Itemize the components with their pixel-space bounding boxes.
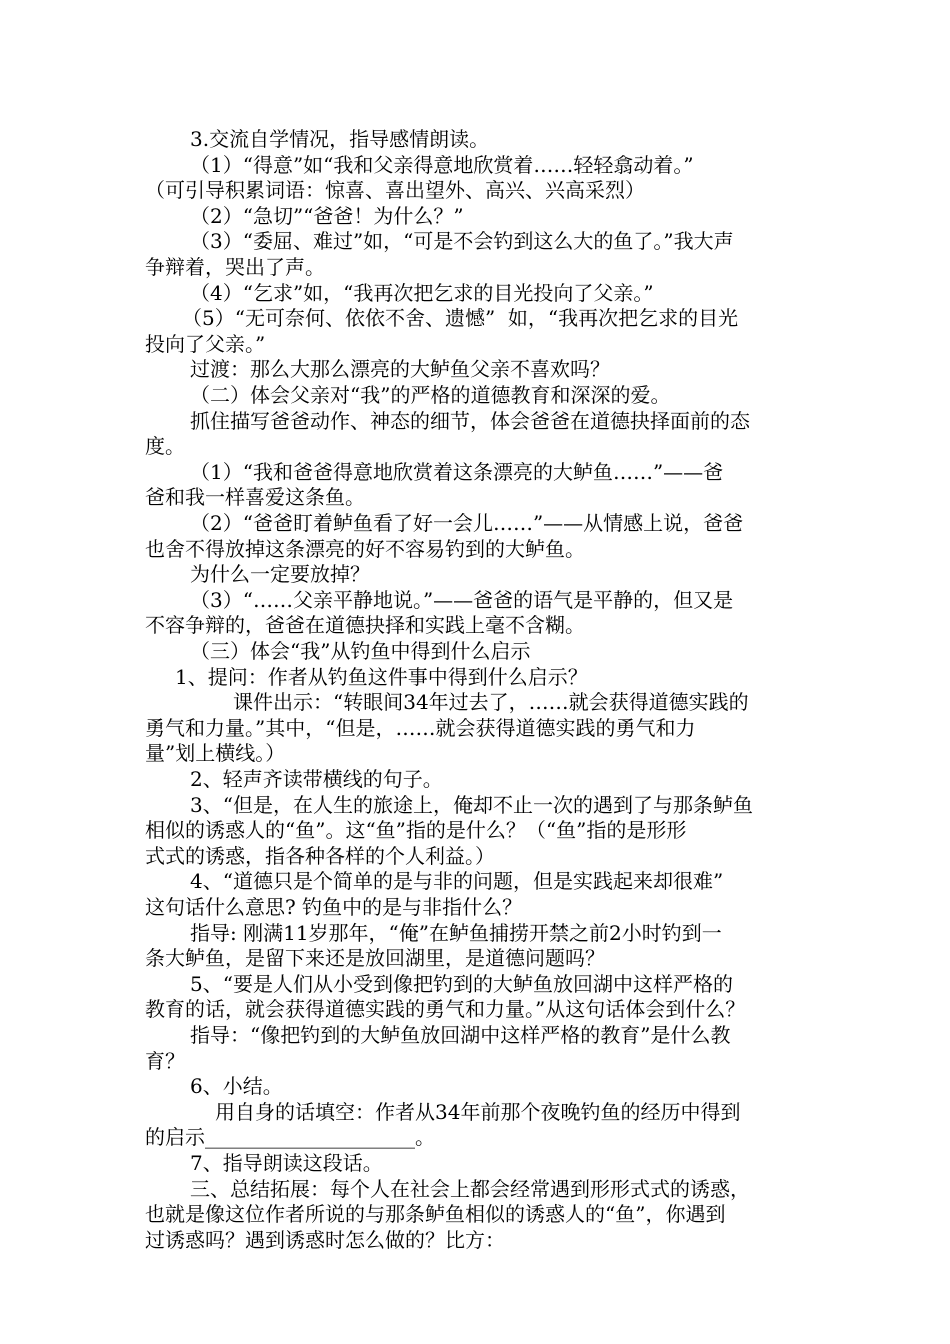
text-line: 指导：“像把钓到的大鲈鱼放回湖中这样严格的教育”是什么教	[190, 1023, 731, 1047]
text-line: 爸和我一样喜爱这条鱼。	[145, 485, 365, 509]
text-line: 为什么一定要放掉？	[190, 562, 370, 586]
text-line: 度。	[145, 434, 185, 458]
text-line: 量”划上横线。）	[145, 741, 286, 765]
text-line: 3.交流自学情况，指导感情朗读。	[190, 127, 490, 151]
text-line: 勇气和力量。”其中，“但是，……就会获得道德实践的勇气和力	[145, 716, 696, 740]
text-line: （2）“急切”“爸爸！为什么？”	[190, 204, 464, 228]
text-line: 课件出示：“转眼间34年过去了，……就会获得道德实践的	[233, 690, 749, 714]
text-line: 2、轻声齐读带横线的句子。	[190, 767, 443, 791]
text-line: 也舍不得放掉这条漂亮的好不容易钓到的大鲈鱼。	[145, 537, 585, 561]
text-line: （2）“爸爸盯着鲈鱼看了好一会儿……”——从情感上说，爸爸	[190, 511, 744, 535]
text-line: 用自身的话填空：作者从34年前那个夜晚钓鱼的经历中得到	[215, 1100, 741, 1124]
text-line: 6、小结。	[190, 1074, 283, 1098]
text-line: （3）“……父亲平静地说。”——爸爸的语气是平静的，但又是	[190, 588, 734, 612]
text-line: （3）“委屈、难过”如，“可是不会钓到这么大的鱼了。”我大声	[190, 229, 734, 253]
text-line: （1）“得意”如“我和父亲得意地欣赏着……轻轻翕动着。”	[190, 153, 694, 177]
text-line: （可引导积累词语：惊喜、喜出望外、高兴、兴高采烈）	[145, 178, 645, 202]
text-line: 不容争辩的，爸爸在道德抉择和实践上毫不含糊。	[145, 613, 585, 637]
text-line: （5）“无可奈何、依依不舍、遗憾” 如，“我再次把乞求的目光	[182, 306, 739, 330]
text-line: 投向了父亲。”	[145, 332, 266, 356]
text-line: 式式的诱惑，指各种各样的个人利益。）	[145, 844, 495, 868]
text-line: 过渡：那么大那么漂亮的大鲈鱼父亲不喜欢吗？	[190, 357, 610, 381]
text-line: 抓住描写爸爸动作、神态的细节，体会爸爸在道德抉择面前的态	[190, 409, 750, 433]
text-line: （4）“乞求”如，“我再次把乞求的目光投向了父亲。”	[190, 281, 654, 305]
text-line: 相似的诱惑人的“鱼”。这“鱼”指的是什么？（“鱼”指的是形形	[145, 818, 687, 842]
text-line: 育？	[145, 1049, 185, 1073]
text-line: 4、“道德只是个简单的是与非的问题，但是实践起来却很难”	[190, 869, 724, 893]
section-heading: （三）体会“我”从钓鱼中得到什么启示	[190, 639, 531, 663]
text-line: 三、总结拓展：每个人在社会上都会经常遇到形形式式的诱惑，	[190, 1177, 750, 1201]
text-line: 1、提问：作者从钓鱼这件事中得到什么启示？	[175, 665, 588, 689]
text-line: 7、指导朗读这段话。	[190, 1151, 383, 1175]
text-line: 指导: 刚满11岁那年，“俺”在鲈鱼捕捞开禁之前2小时钓到一	[190, 921, 722, 945]
text-line: 争辩着，哭出了声。	[145, 255, 325, 279]
text-line: （二）体会父亲对“我”的严格的道德教育和深深的爱。	[190, 383, 671, 407]
text-line: 教育的话，就会获得道德实践的勇气和力量。”从这句话体会到什么？	[145, 997, 746, 1021]
text-line: 过诱惑吗？遇到诱惑时怎么做的？比方：	[145, 1228, 505, 1252]
text-line: 这句话什么意思? 钓鱼中的是与非指什么？	[145, 895, 523, 919]
text-line: （1）“我和爸爸得意地欣赏着这条漂亮的大鲈鱼……”——爸	[190, 460, 724, 484]
text-line: 条大鲈鱼，是留下来还是放回湖里，是道德问题吗？	[145, 946, 605, 970]
fill-blank-line: 的启示_____________________。	[145, 1125, 435, 1149]
text-line: 5、“要是人们从小受到像把钓到的大鲈鱼放回湖中这样严格的	[190, 972, 733, 996]
text-line: 3、“但是，在人生的旅途上，俺却不止一次的遇到了与那条鲈鱼	[190, 793, 753, 817]
text-line: 也就是像这位作者所说的与那条鲈鱼相似的诱惑人的“鱼”，你遇到	[145, 1202, 726, 1226]
